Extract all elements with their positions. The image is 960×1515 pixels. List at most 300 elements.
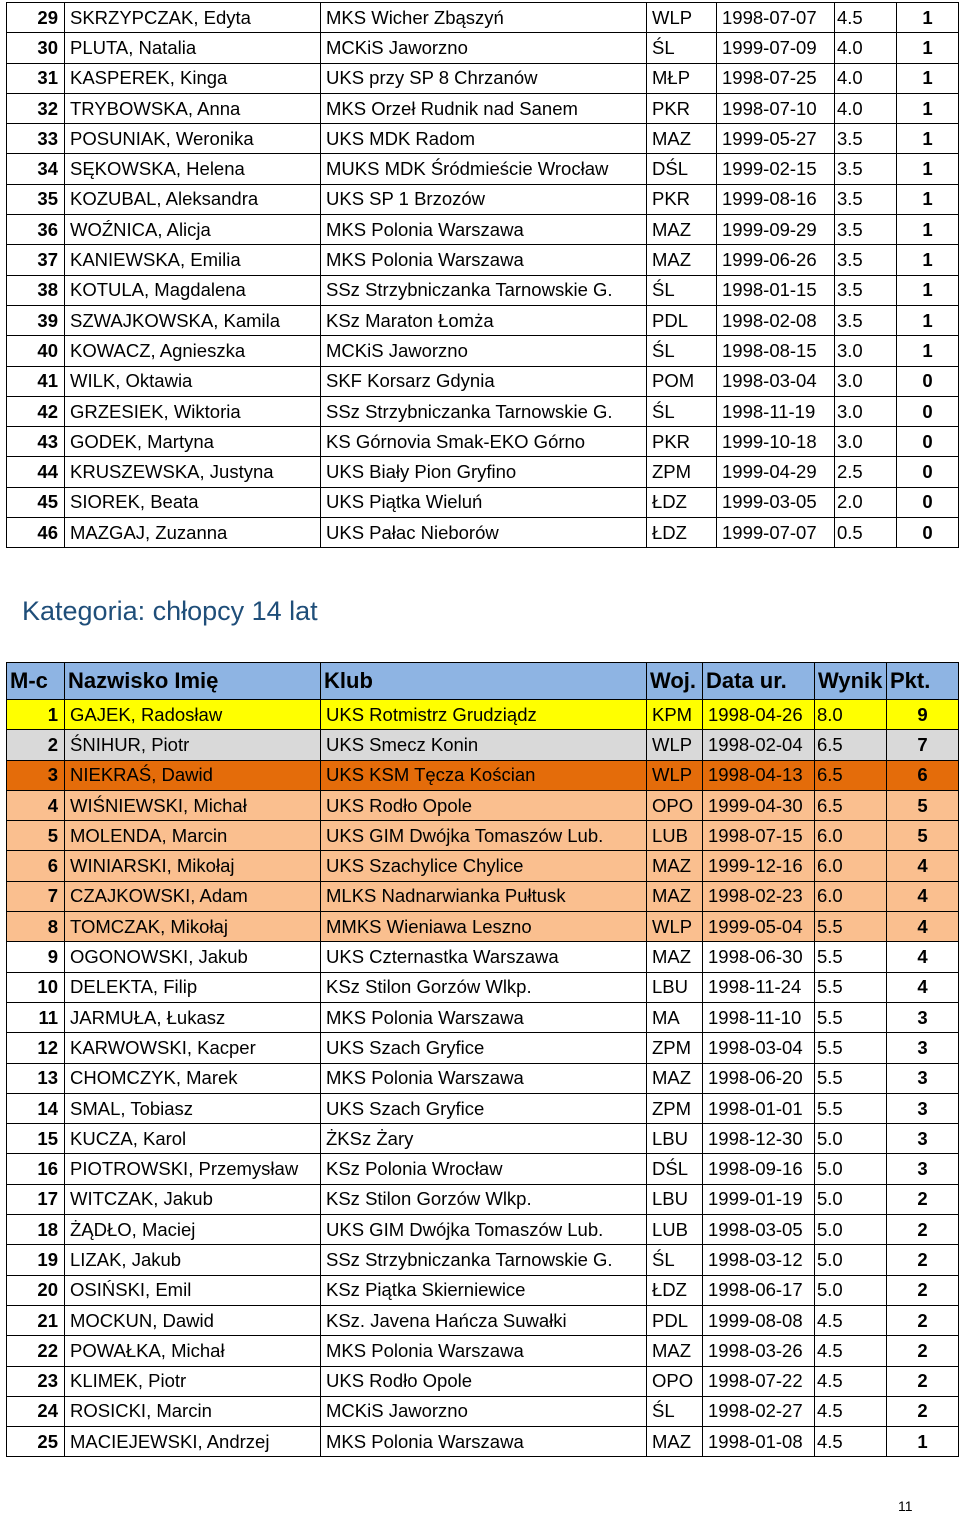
cell-points: 0	[897, 518, 959, 548]
cell-club: UKS SP 1 Brzozów	[321, 184, 647, 214]
cell-region: PDL	[647, 305, 717, 335]
cell-place: 40	[7, 336, 65, 366]
cell-dob: 1998-03-04	[703, 1033, 815, 1063]
table-row	[7, 821, 959, 851]
cell-place: 16	[7, 1154, 65, 1184]
cell-points: 1	[897, 33, 959, 63]
table-row	[7, 366, 959, 396]
cell-place: 41	[7, 366, 65, 396]
cell-score: 5.5	[815, 1002, 887, 1032]
cell-region: MA	[647, 1002, 703, 1032]
cell-region: ZPM	[647, 1033, 703, 1063]
cell-dob: 1999-07-07	[717, 518, 835, 548]
cell-score: 5.5	[815, 972, 887, 1002]
cell-score: 3.5	[835, 215, 897, 245]
cell-score: 6.5	[815, 790, 887, 820]
cell-name: WOŹNICA, Alicja	[65, 215, 321, 245]
cell-score: 4.5	[835, 3, 897, 33]
table-row	[7, 1245, 959, 1275]
cell-score: 4.0	[835, 93, 897, 123]
cell-dob: 1998-01-15	[717, 275, 835, 305]
cell-club: UKS GIM Dwójka Tomaszów Lub.	[321, 1215, 647, 1245]
table-row	[7, 1033, 959, 1063]
table-row	[7, 124, 959, 154]
cell-dob: 1998-03-04	[717, 366, 835, 396]
cell-place: 43	[7, 427, 65, 457]
cell-dob: 1999-04-30	[703, 790, 815, 820]
cell-points: 4	[887, 972, 959, 1002]
cell-region: ŚL	[647, 396, 717, 426]
cell-club: MCKiS Jaworzno	[321, 33, 647, 63]
cell-points: 1	[887, 1427, 959, 1457]
cell-club: MUKS MDK Śródmieście Wrocław	[321, 154, 647, 184]
cell-points: 2	[887, 1215, 959, 1245]
cell-place: 2	[7, 730, 65, 760]
cell-region: PKR	[647, 427, 717, 457]
cell-score: 5.0	[815, 1215, 887, 1245]
cell-club: MMKS Wieniawa Leszno	[321, 912, 647, 942]
cell-place: 19	[7, 1245, 65, 1275]
cell-points: 5	[887, 790, 959, 820]
cell-score: 5.5	[815, 912, 887, 942]
cell-region: LBU	[647, 1184, 703, 1214]
cell-dob: 1999-06-26	[717, 245, 835, 275]
table-row	[7, 336, 959, 366]
cell-place: 45	[7, 487, 65, 517]
cell-points: 1	[897, 245, 959, 275]
cell-region: PDL	[647, 1305, 703, 1335]
cell-club: UKS Szachylice Chylice	[321, 851, 647, 881]
cell-dob: 1998-11-24	[703, 972, 815, 1002]
cell-name: NIEKRAŚ, Dawid	[65, 760, 321, 790]
cell-score: 5.0	[815, 1245, 887, 1275]
cell-score: 6.0	[815, 821, 887, 851]
cell-region: PKR	[647, 184, 717, 214]
cell-club: UKS Rotmistrz Grudziądz	[321, 700, 647, 730]
cell-name: KOTULA, Magdalena	[65, 275, 321, 305]
cell-region: ZPM	[647, 457, 717, 487]
cell-score: 4.5	[815, 1396, 887, 1426]
cell-region: LBU	[647, 1124, 703, 1154]
cell-dob: 1999-08-16	[717, 184, 835, 214]
cell-score: 3.0	[835, 366, 897, 396]
cell-region: DŚL	[647, 1154, 703, 1184]
cell-dob: 1998-03-12	[703, 1245, 815, 1275]
cell-score: 6.0	[815, 851, 887, 881]
cell-dob: 1998-02-08	[717, 305, 835, 335]
cell-name: MOLENDA, Marcin	[65, 821, 321, 851]
cell-region: WLP	[647, 760, 703, 790]
cell-place: 1	[7, 700, 65, 730]
cell-place: 39	[7, 305, 65, 335]
cell-club: UKS Pałac Nieborów	[321, 518, 647, 548]
cell-dob: 1998-03-05	[703, 1215, 815, 1245]
cell-points: 3	[887, 1154, 959, 1184]
cell-dob: 1998-04-13	[703, 760, 815, 790]
cell-points: 4	[887, 881, 959, 911]
cell-region: MŁP	[647, 63, 717, 93]
cell-points: 2	[887, 1275, 959, 1305]
cell-dob: 1998-02-04	[703, 730, 815, 760]
cell-name: PIOTROWSKI, Przemysław	[65, 1154, 321, 1184]
cell-club: UKS Smecz Konin	[321, 730, 647, 760]
cell-dob: 1999-09-29	[717, 215, 835, 245]
cell-dob: 1998-08-15	[717, 336, 835, 366]
cell-name: OGONOWSKI, Jakub	[65, 942, 321, 972]
table-row	[7, 700, 959, 730]
cell-region: ŚL	[647, 1396, 703, 1426]
cell-region: MAZ	[647, 1427, 703, 1457]
cell-region: OPO	[647, 790, 703, 820]
cell-name: GRZESIEK, Wiktoria	[65, 396, 321, 426]
cell-points: 1	[897, 124, 959, 154]
cell-region: LUB	[647, 821, 703, 851]
cell-name: MACIEJEWSKI, Andrzej	[65, 1427, 321, 1457]
cell-region: MAZ	[647, 851, 703, 881]
table-row	[7, 1366, 959, 1396]
table-row	[7, 760, 959, 790]
cell-name: KOZUBAL, Aleksandra	[65, 184, 321, 214]
cell-club: KSz Piątka Skierniewice	[321, 1275, 647, 1305]
table-header-row	[7, 663, 959, 700]
cell-score: 3.0	[835, 427, 897, 457]
table-row	[7, 1275, 959, 1305]
cell-name: WILK, Oktawia	[65, 366, 321, 396]
cell-name: ROSICKI, Marcin	[65, 1396, 321, 1426]
cell-name: LIZAK, Jakub	[65, 1245, 321, 1275]
cell-place: 29	[7, 3, 65, 33]
table-row	[7, 1336, 959, 1366]
table-row	[7, 912, 959, 942]
cell-name: SIOREK, Beata	[65, 487, 321, 517]
cell-place: 30	[7, 33, 65, 63]
cell-place: 21	[7, 1305, 65, 1335]
table-row	[7, 942, 959, 972]
cell-club: MKS Orzeł Rudnik nad Sanem	[321, 93, 647, 123]
cell-name: DELEKTA, Filip	[65, 972, 321, 1002]
header-place: M-c	[7, 663, 65, 700]
cell-name: PLUTA, Natalia	[65, 33, 321, 63]
cell-dob: 1998-11-10	[703, 1002, 815, 1032]
cell-club: KSz Maraton Łomża	[321, 305, 647, 335]
cell-club: MKS Polonia Warszawa	[321, 1427, 647, 1457]
section-title: Kategoria: chłopcy 14 lat	[22, 596, 318, 626]
cell-score: 3.5	[835, 154, 897, 184]
cell-points: 1	[897, 184, 959, 214]
cell-place: 37	[7, 245, 65, 275]
cell-points: 2	[887, 1336, 959, 1366]
cell-score: 5.0	[815, 1154, 887, 1184]
cell-region: KPM	[647, 700, 703, 730]
cell-points: 2	[887, 1184, 959, 1214]
cell-place: 36	[7, 215, 65, 245]
cell-club: UKS Biały Pion Gryfino	[321, 457, 647, 487]
table-row	[7, 730, 959, 760]
cell-score: 5.0	[815, 1124, 887, 1154]
cell-score: 4.5	[815, 1305, 887, 1335]
cell-club: ŻKSz Żary	[321, 1124, 647, 1154]
cell-place: 33	[7, 124, 65, 154]
cell-name: POWAŁKA, Michał	[65, 1336, 321, 1366]
cell-place: 20	[7, 1275, 65, 1305]
table-row	[7, 881, 959, 911]
cell-dob: 1999-07-09	[717, 33, 835, 63]
cell-name: CHOMCZYK, Marek	[65, 1063, 321, 1093]
cell-dob: 1999-12-16	[703, 851, 815, 881]
cell-name: ŻĄDŁO, Maciej	[65, 1215, 321, 1245]
cell-points: 1	[897, 63, 959, 93]
header-name: Nazwisko Imię	[65, 663, 321, 700]
cell-club: UKS Rodło Opole	[321, 1366, 647, 1396]
cell-place: 13	[7, 1063, 65, 1093]
cell-dob: 1998-06-30	[703, 942, 815, 972]
cell-region: DŚL	[647, 154, 717, 184]
cell-score: 5.0	[815, 1275, 887, 1305]
cell-dob: 1998-03-26	[703, 1336, 815, 1366]
cell-score: 5.5	[815, 1063, 887, 1093]
cell-score: 4.5	[815, 1336, 887, 1366]
cell-region: PKR	[647, 93, 717, 123]
cell-name: KLIMEK, Piotr	[65, 1366, 321, 1396]
cell-dob: 1999-05-27	[717, 124, 835, 154]
cell-club: MLKS Nadnarwianka Pułtusk	[321, 881, 647, 911]
cell-region: MAZ	[647, 215, 717, 245]
cell-name: JARMUŁA, Łukasz	[65, 1002, 321, 1032]
cell-score: 6.5	[815, 730, 887, 760]
cell-club: KS Górnovia Smak-EKO Górno	[321, 427, 647, 457]
cell-score: 6.0	[815, 881, 887, 911]
table-row	[7, 1154, 959, 1184]
cell-points: 1	[897, 275, 959, 305]
header-points: Pkt.	[887, 663, 959, 700]
cell-club: KSz. Javena Hańcza Suwałki	[321, 1305, 647, 1335]
cell-place: 6	[7, 851, 65, 881]
cell-dob: 1998-04-26	[703, 700, 815, 730]
cell-name: WIŚNIEWSKI, Michał	[65, 790, 321, 820]
table-row	[7, 457, 959, 487]
table-row	[7, 63, 959, 93]
cell-region: LUB	[647, 1215, 703, 1245]
table-row	[7, 1184, 959, 1214]
cell-score: 4.5	[815, 1427, 887, 1457]
table-row	[7, 851, 959, 881]
cell-club: UKS przy SP 8 Chrzanów	[321, 63, 647, 93]
cell-dob: 1998-07-10	[717, 93, 835, 123]
cell-place: 42	[7, 396, 65, 426]
cell-place: 7	[7, 881, 65, 911]
cell-place: 25	[7, 1427, 65, 1457]
cell-name: CZAJKOWSKI, Adam	[65, 881, 321, 911]
table-row	[7, 93, 959, 123]
cell-club: MKS Wicher Zbąszyń	[321, 3, 647, 33]
cell-dob: 1998-07-15	[703, 821, 815, 851]
cell-dob: 1998-07-25	[717, 63, 835, 93]
cell-points: 4	[887, 851, 959, 881]
table-row	[7, 790, 959, 820]
cell-name: ŚNIHUR, Piotr	[65, 730, 321, 760]
cell-dob: 1999-05-04	[703, 912, 815, 942]
cell-score: 3.5	[835, 275, 897, 305]
table-row	[7, 427, 959, 457]
cell-name: WINIARSKI, Mikołaj	[65, 851, 321, 881]
cell-points: 4	[887, 942, 959, 972]
cell-club: KSz Stilon Gorzów Wlkp.	[321, 1184, 647, 1214]
header-score: Wynik	[815, 663, 887, 700]
cell-dob: 1998-11-19	[717, 396, 835, 426]
cell-score: 6.5	[815, 760, 887, 790]
cell-region: MAZ	[647, 942, 703, 972]
cell-score: 2.0	[835, 487, 897, 517]
cell-dob: 1998-06-20	[703, 1063, 815, 1093]
cell-club: SKF Korsarz Gdynia	[321, 366, 647, 396]
cell-name: MAZGAJ, Zuzanna	[65, 518, 321, 548]
table-row	[7, 396, 959, 426]
cell-club: UKS MDK Radom	[321, 124, 647, 154]
cell-club: UKS Szach Gryfice	[321, 1093, 647, 1123]
cell-score: 0.5	[835, 518, 897, 548]
cell-region: MAZ	[647, 881, 703, 911]
cell-name: KANIEWSKA, Emilia	[65, 245, 321, 275]
cell-score: 3.5	[835, 124, 897, 154]
table-row	[7, 33, 959, 63]
cell-region: POM	[647, 366, 717, 396]
table-row	[7, 1093, 959, 1123]
cell-score: 5.5	[815, 1033, 887, 1063]
cell-place: 4	[7, 790, 65, 820]
cell-club: MKS Polonia Warszawa	[321, 1336, 647, 1366]
cell-club: MKS Polonia Warszawa	[321, 245, 647, 275]
cell-points: 1	[897, 336, 959, 366]
cell-dob: 1998-07-22	[703, 1366, 815, 1396]
cell-place: 17	[7, 1184, 65, 1214]
cell-dob: 1999-01-19	[703, 1184, 815, 1214]
cell-region: ŁDZ	[647, 487, 717, 517]
cell-points: 0	[897, 366, 959, 396]
cell-place: 14	[7, 1093, 65, 1123]
page-number: 11	[898, 1498, 913, 1514]
cell-points: 9	[887, 700, 959, 730]
cell-score: 3.5	[835, 184, 897, 214]
cell-place: 12	[7, 1033, 65, 1063]
cell-place: 18	[7, 1215, 65, 1245]
table-row	[7, 3, 959, 33]
cell-name: KRUSZEWSKA, Justyna	[65, 457, 321, 487]
cell-points: 1	[897, 305, 959, 335]
cell-name: GODEK, Martyna	[65, 427, 321, 457]
cell-points: 4	[887, 912, 959, 942]
cell-place: 5	[7, 821, 65, 851]
cell-place: 3	[7, 760, 65, 790]
cell-club: KSz Stilon Gorzów Wlkp.	[321, 972, 647, 1002]
table-row	[7, 154, 959, 184]
cell-points: 0	[897, 487, 959, 517]
cell-place: 10	[7, 972, 65, 1002]
cell-points: 1	[897, 154, 959, 184]
cell-dob: 1999-10-18	[717, 427, 835, 457]
cell-region: ZPM	[647, 1093, 703, 1123]
table-row	[7, 1427, 959, 1457]
cell-club: SSz Strzybniczanka Tarnowskie G.	[321, 396, 647, 426]
table-row	[7, 1396, 959, 1426]
cell-region: OPO	[647, 1366, 703, 1396]
cell-points: 0	[897, 396, 959, 426]
cell-club: MCKiS Jaworzno	[321, 1396, 647, 1426]
table-row	[7, 1124, 959, 1154]
cell-region: ŚL	[647, 275, 717, 305]
table-row	[7, 1305, 959, 1335]
table-row	[7, 245, 959, 275]
cell-points: 2	[887, 1396, 959, 1426]
cell-club: MKS Polonia Warszawa	[321, 215, 647, 245]
cell-place: 44	[7, 457, 65, 487]
table-row	[7, 275, 959, 305]
cell-place: 9	[7, 942, 65, 972]
header-region: Woj.	[647, 663, 703, 700]
table-row	[7, 215, 959, 245]
cell-dob: 1998-09-16	[703, 1154, 815, 1184]
cell-score: 5.5	[815, 1093, 887, 1123]
cell-dob: 1998-02-27	[703, 1396, 815, 1426]
cell-name: TRYBOWSKA, Anna	[65, 93, 321, 123]
cell-score: 2.5	[835, 457, 897, 487]
cell-club: UKS Czternastka Warszawa	[321, 942, 647, 972]
cell-place: 31	[7, 63, 65, 93]
cell-score: 5.0	[815, 1184, 887, 1214]
cell-points: 3	[887, 1124, 959, 1154]
cell-dob: 1998-12-30	[703, 1124, 815, 1154]
cell-place: 23	[7, 1366, 65, 1396]
header-club: Klub	[321, 663, 647, 700]
cell-place: 22	[7, 1336, 65, 1366]
cell-club: UKS GIM Dwójka Tomaszów Lub.	[321, 821, 647, 851]
cell-score: 3.0	[835, 396, 897, 426]
cell-region: ŁDZ	[647, 518, 717, 548]
cell-place: 46	[7, 518, 65, 548]
cell-place: 24	[7, 1396, 65, 1426]
cell-region: MAZ	[647, 1336, 703, 1366]
cell-points: 7	[887, 730, 959, 760]
cell-name: KARWOWSKI, Kacper	[65, 1033, 321, 1063]
cell-club: MKS Polonia Warszawa	[321, 1002, 647, 1032]
cell-club: UKS Szach Gryfice	[321, 1033, 647, 1063]
cell-name: KASPEREK, Kinga	[65, 63, 321, 93]
cell-points: 2	[887, 1245, 959, 1275]
cell-region: MAZ	[647, 245, 717, 275]
cell-points: 1	[897, 215, 959, 245]
cell-region: LBU	[647, 972, 703, 1002]
cell-region: MAZ	[647, 1063, 703, 1093]
cell-points: 2	[887, 1366, 959, 1396]
cell-dob: 1999-03-05	[717, 487, 835, 517]
table-row	[7, 1063, 959, 1093]
cell-name: KUCZA, Karol	[65, 1124, 321, 1154]
cell-region: ŚL	[647, 1245, 703, 1275]
cell-score: 8.0	[815, 700, 887, 730]
cell-points: 3	[887, 1033, 959, 1063]
cell-region: WLP	[647, 912, 703, 942]
cell-place: 38	[7, 275, 65, 305]
cell-dob: 1999-08-08	[703, 1305, 815, 1335]
cell-score: 5.5	[815, 942, 887, 972]
cell-region: WLP	[647, 3, 717, 33]
table-row	[7, 487, 959, 517]
cell-name: TOMCZAK, Mikołaj	[65, 912, 321, 942]
cell-region: ŁDZ	[647, 1275, 703, 1305]
cell-club: MKS Polonia Warszawa	[321, 1063, 647, 1093]
cell-score: 3.0	[835, 336, 897, 366]
cell-name: SMAL, Tobiasz	[65, 1093, 321, 1123]
cell-points: 1	[897, 3, 959, 33]
